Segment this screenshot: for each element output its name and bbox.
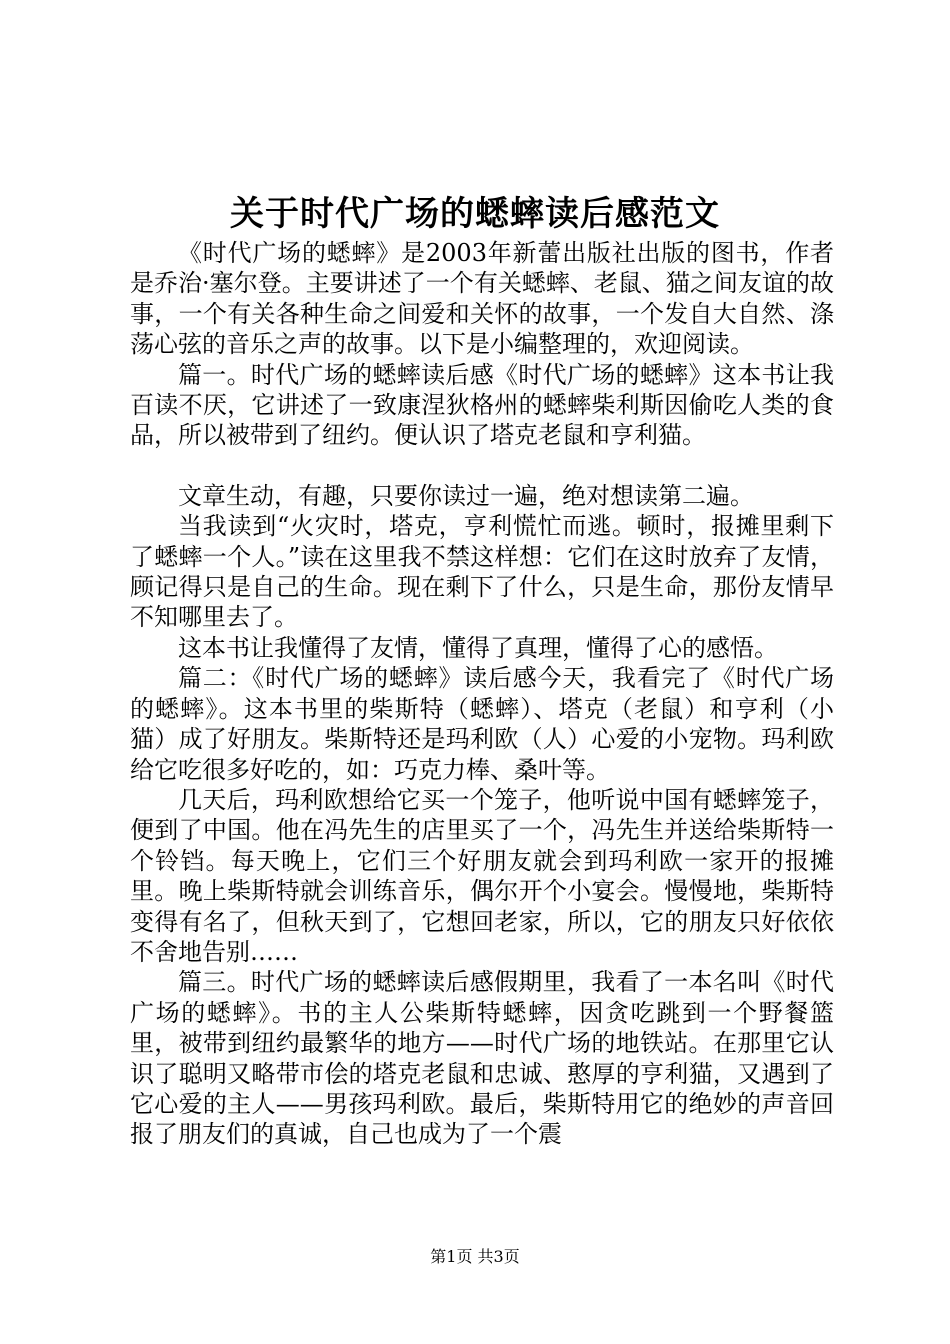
intro-paragraph: 《时代广场的蟋蟀》是2003年新蕾出版社出版的图书，作者是乔治·塞尔登。主要讲述了一个有关蟋蟀、老鼠、猫之间友谊的故事，一个有关各种生命之间爱和关怀的故事，一个发自大自然、涤荡心弦的音乐之声的故事。以下是小编整理的，欢迎阅读。: [130, 239, 834, 359]
document-body: [130, 238, 834, 1150]
essay-two-paragraph: 篇二：《时代广场的蟋蟀》读后感今天，我看完了《时代广场的蟋蟀》。这本书里的柴斯特（蟋蟀）、塔克（老鼠）和亨利（小猫）成了好朋友。柴斯特还是玛利欧（人）心爱的小宠物。玛利欧给它吃很多好吃的，如：巧克力棒、桑叶等。: [130, 664, 834, 784]
essay-one-paragraph: 篇一。时代广场的蟋蟀读后感《时代广场的蟋蟀》这本书让我百读不厌，它讲述了一致康涅狄格州的蟋蟀柴利斯因偷吃人类的食品，所以被带到了纽约。便认识了塔克老鼠和亨利猫。: [130, 360, 834, 450]
essay-one-paragraph: 这本书让我懂得了友情，懂得了真理，懂得了心的感悟。: [178, 633, 778, 662]
page-footer: 第1页 共3页: [430, 1247, 520, 1266]
document-title: 关于时代广场的蟋蟀读后感范文: [230, 194, 720, 234]
essay-two-paragraph: 几天后，玛利欧想给它买一个笼子，他听说中国有蟋蟀笼子，便到了中国。他在冯先生的店里买了一个，冯先生并送给柴斯特一个铃铛。每天晚上，它们三个好朋友就会到玛利欧一家开的报摊里。晚上柴斯特就会训练音乐，偶尔开个小宴会。慢慢地，柴斯特变得有名了，但秋天到了，它想回老家，所以，它的朋友只好依依不舍地告别……: [130, 785, 834, 966]
essay-three-paragraph: 篇三。时代广场的蟋蟀读后感假期里，我看了一本名叫《时代广场的蟋蟀》。书的主人公柴斯特蟋蟀，因贪吃跳到一个野餐篮里，被带到纽约最繁华的地方——时代广场的地铁站。在那里它认识了聪明又略带市侩的塔克老鼠和忠诚、憨厚的亨利猫，又遇到了它心爱的主人——男孩玛利欧。最后，柴斯特用它的绝妙的声音回报了朋友们的真诚，自己也成为了一个震: [130, 968, 834, 1149]
essay-one-paragraph: 文章生动，有趣，只要你读过一遍，绝对想读第二遍。: [178, 481, 754, 510]
essay-one-paragraph: 当我读到“火灾时，塔克，亨利慌忙而逃。顿时，报摊里剩下了蟋蟀一个人。”读在这里我不禁这样想：它们在这时放弃了友情，顾记得只是自己的生命。现在剩下了什么，只是生命，那份友情早不知哪里去了。: [130, 512, 834, 632]
